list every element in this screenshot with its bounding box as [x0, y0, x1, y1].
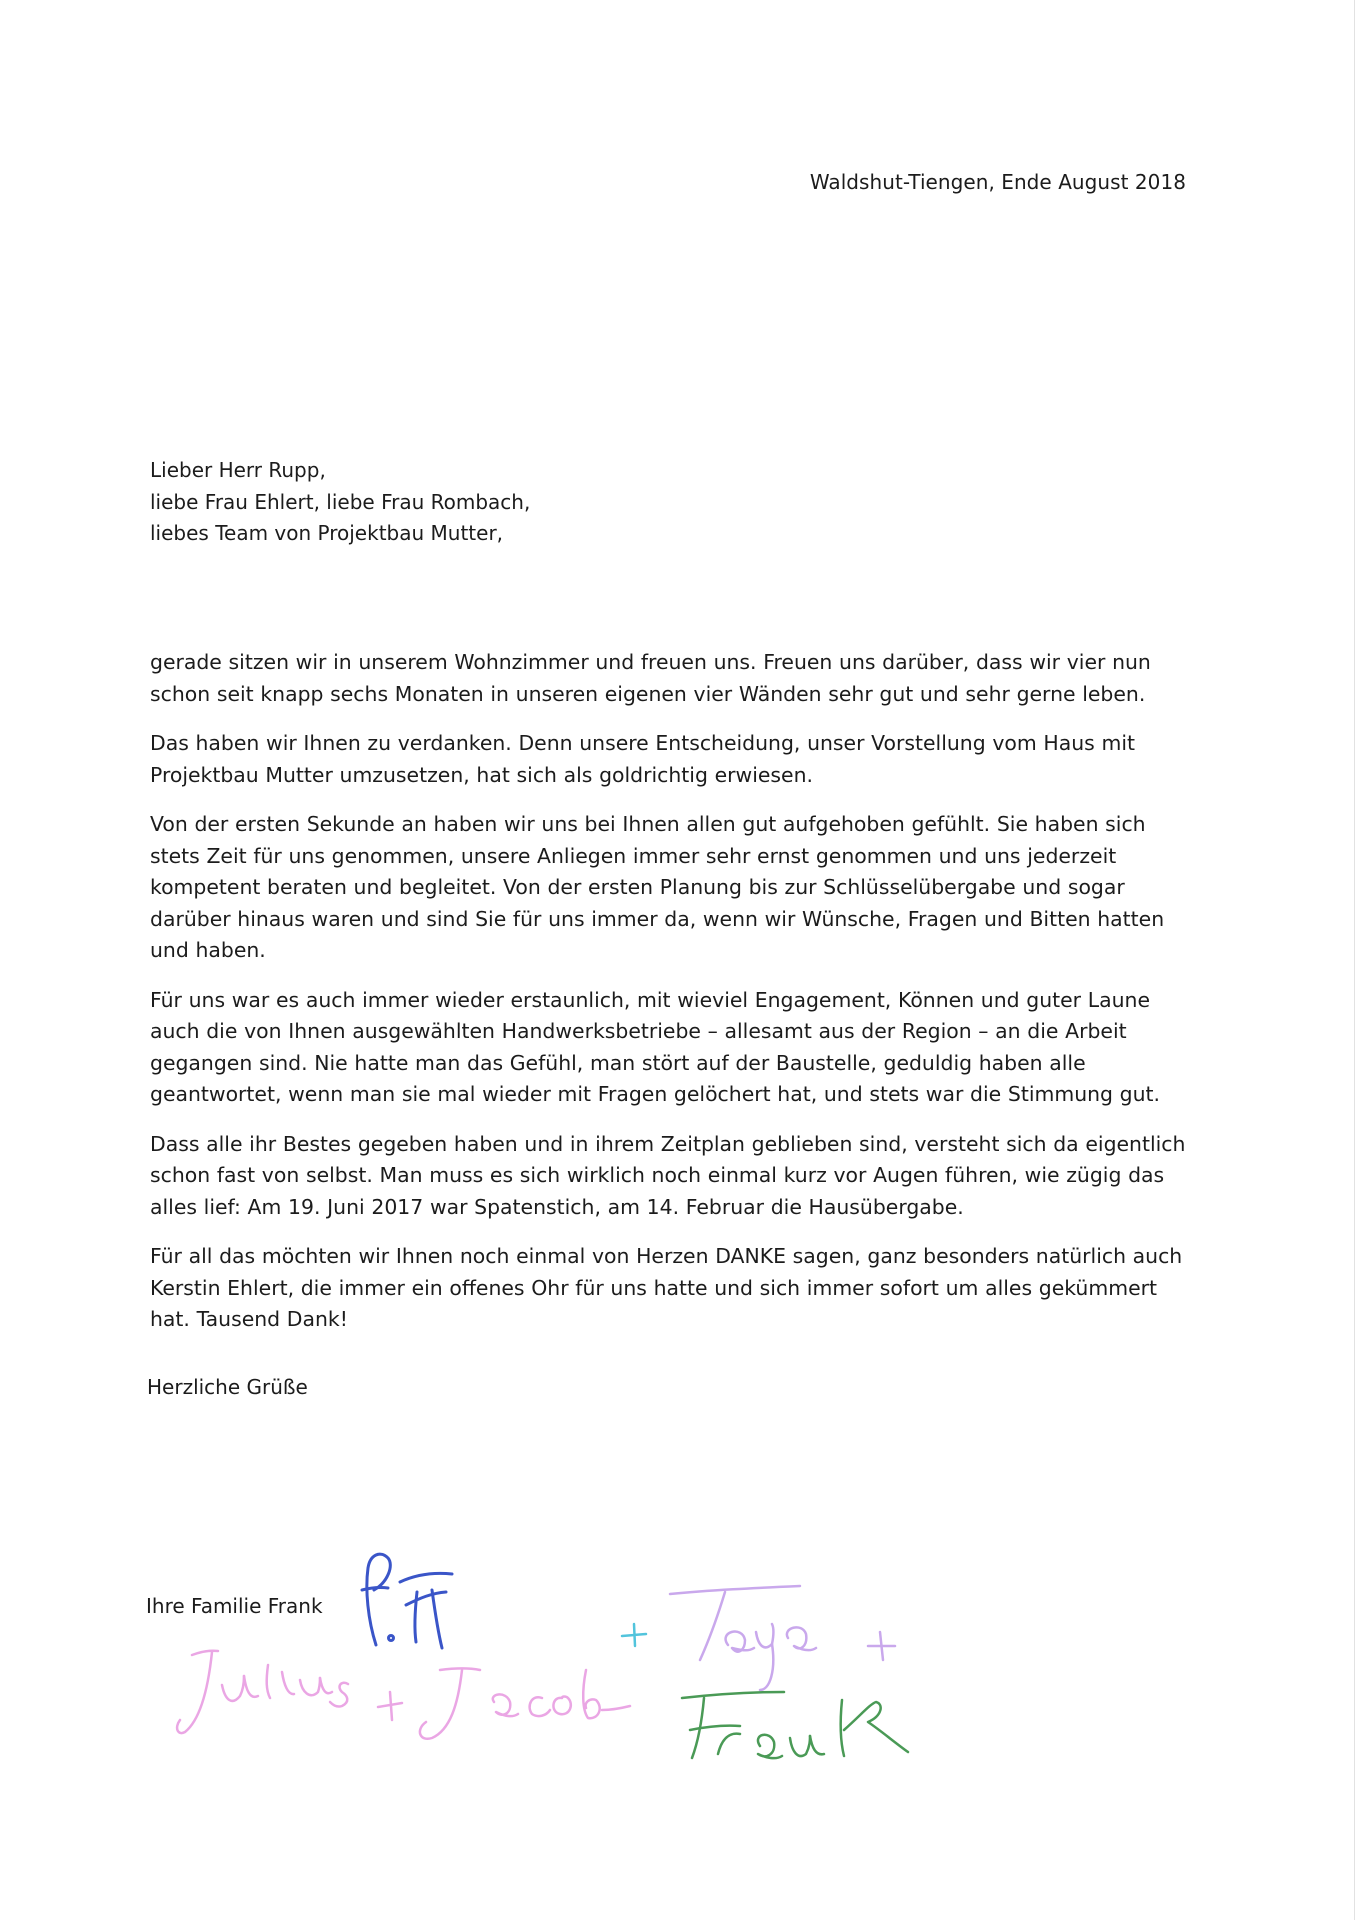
signature-frank: [682, 1692, 908, 1758]
paragraph: gerade sitzen wir in unserem Wohnzimmer und freuen uns. Freuen uns darüber, dass wir vier nun schon seit knapp sechs Monaten in unseren eigenen vier Wänden sehr gut und sehr gerne leben.: [150, 650, 1151, 706]
handwritten-signatures: [170, 1520, 1110, 1840]
salutation-line: liebe Frau Ehlert, liebe Frau Rombach,: [150, 489, 531, 514]
paragraph: Für uns war es auch immer wieder erstaunlich, mit wieviel Engagement, Können und guter Laune auch die von Ihnen ausgewählten Handwerksbetriebe – allesamt aus der Region – an die Arbeit gegangen sind. Nie hatte man das Gefühl, man stört auf der Baustelle, geduldig haben alle geantwortet, wenn man sie mal wieder mit Fragen gelöchert hat, und stets war die Stimmung gut.: [150, 987, 1161, 1106]
family-name: Ihre Familie Frank: [146, 1594, 323, 1618]
dateline: Waldshut-Tiengen, Ende August 2018: [809, 170, 1186, 194]
salutation-line: liebes Team von Projektbau Mutter,: [150, 521, 504, 545]
paragraph: Von der ersten Sekunde an haben wir uns bei Ihnen allen gut aufgehoben gefühlt. Sie haben sich stets Zeit für uns genommen, unsere Anliegen immer sehr ernst genommen und uns jederzeit kompetent beraten und begleitet. Von der ersten Planung bis zur Schlüsselübergabe und sogar darüber hinaus waren und sind Sie für uns immer da, wenn wir Wünsche, Fragen und Bitten hatten und haben.: [150, 812, 1165, 962]
paragraph: Dass alle ihr Bestes gegeben haben und in ihrem Zeitplan geblieben sind, versteht sich da eigentlich schon fast von selbst. Man muss es sich wirklich noch einmal kurz vor Augen führen, wie zügig das alles lief: Am 19. Juni 2017 war Spatenstich, am 14. Februar die Hausübergabe.: [150, 1131, 1186, 1219]
page-edge: [1354, 0, 1355, 1920]
signature-initials: [362, 1554, 452, 1648]
salutation: [150, 455, 1200, 550]
plus-sign: [622, 1624, 646, 1646]
salutation-line: Lieber Herr Rupp,: [150, 458, 326, 482]
paragraph: Das haben wir Ihnen zu verdanken. Denn unsere Entscheidung, unser Vorstellung vom Haus mit Projektbau Mutter umzusetzen, hat sich als goldrichtig erwiesen.: [150, 731, 1136, 787]
plus-sign: [868, 1632, 895, 1660]
closing: Herzliche Grüße: [147, 1375, 308, 1399]
paragraph: Für all das möchten wir Ihnen noch einmal von Herzen DANKE sagen, ganz besonders natürlich auch Kerstin Ehlert, die immer ein offenes Ohr für uns hatte und sich immer sofort um alles gekümmert hat. Tausend Dank!: [150, 1244, 1183, 1331]
letter-body: [150, 647, 1195, 1354]
signature-julius-jacob: [177, 1651, 630, 1739]
signature-tanja: [670, 1586, 816, 1690]
